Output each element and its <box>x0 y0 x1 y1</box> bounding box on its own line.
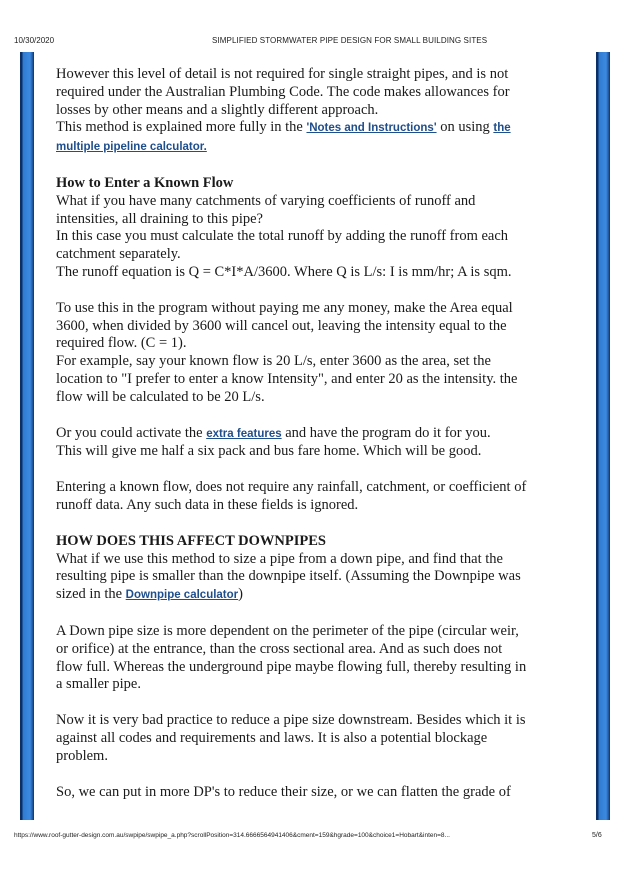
section-heading-known-flow: How to Enter a Known Flow <box>56 174 234 191</box>
paragraph: What if we use this method to size a pipe from a down pipe, and find that the resulting pipe is smaller than the downpipe itself. (Assuming the Downpipe was sized in the Downpipe calculator) <box>56 550 521 603</box>
paragraph: However this level of detail is not required for single straight pipes, and is not required under the Australian Plumbing Code. The code makes allowances for losses by other means and a slightly different approach. This method is explained more fully in the 'Notes and Instructions' on using the multiple pipeline calculator. <box>56 66 511 154</box>
paragraph: Now it is very bad practice to reduce a pipe size downstream. Besides which it is against all codes and requirements and laws. It is also a potential blockage problem. <box>56 712 526 764</box>
footer-url: https://www.roof-gutter-design.com.au/swpipe/swpipe_a.php?scrollPosition=314.6666564941406&cment=159&hgrade=100&choice1=Hobart&inten=8... <box>14 832 450 839</box>
print-date: 10/30/2020 <box>14 36 55 45</box>
paragraph: To use this in the program without paying me any money, make the Area equal 3600, when divided by 3600 will cancel out, leaving the intensity equal to the required flow. (C = 1). For example, say your known flow is 20 L/s, enter 3600 as the area, set the location to "I prefer to enter a know Intensity", and enter 20 as the intensity. the flow will be calculated to be 20 L/s. <box>56 299 518 405</box>
paragraph: So, we can put in more DP's to reduce their size, or we can flatten the grade of <box>56 783 511 800</box>
right-border-bar <box>596 52 610 820</box>
left-border-bar <box>20 52 34 820</box>
paragraph: What if you have many catchments of varying coefficients of runoff and intensities, all draining to this pipe? In this case you must calculate the total runoff by adding the runoff from each catchment separately. The runoff equation is Q = C*I*A/3600. Where Q is L/s: I is mm/hr; A is sqm. <box>56 192 512 280</box>
extra-features-link[interactable]: extra features <box>206 427 282 440</box>
page-number: 5/6 <box>592 832 602 839</box>
paragraph: Or you could activate the extra features and have the program do it for you. This will give me half a six pack and bus fare home. Which will be good. <box>56 424 491 460</box>
section-heading-downpipes: HOW DOES THIS AFFECT DOWNPIPES <box>56 532 326 549</box>
downpipe-calculator-link[interactable]: Downpipe calculator <box>125 589 239 602</box>
multiple-pipeline-calculator-link-cont[interactable]: multiple pipeline calculator. <box>56 141 207 154</box>
paragraph: Entering a known flow, does not require any rainfall, catchment, or coefficient of runoff data. Any such data in these fields is ignored. <box>56 479 527 513</box>
paragraph: A Down pipe size is more dependent on the perimeter of the pipe (circular weir, or orifice) at the entrance, than the cross sectional area. And as such does not flow full. Whereas the underground pipe maybe flowing full, thereby resulting in a smaller pipe. <box>56 622 527 693</box>
page-header-title: SIMPLIFIED STORMWATER PIPE DESIGN FOR SMALL BUILDING SITES <box>212 36 488 45</box>
article-body <box>56 66 580 801</box>
notes-and-instructions-link[interactable]: 'Notes and Instructions' <box>306 122 437 135</box>
multiple-pipeline-calculator-link[interactable]: the <box>493 122 511 135</box>
